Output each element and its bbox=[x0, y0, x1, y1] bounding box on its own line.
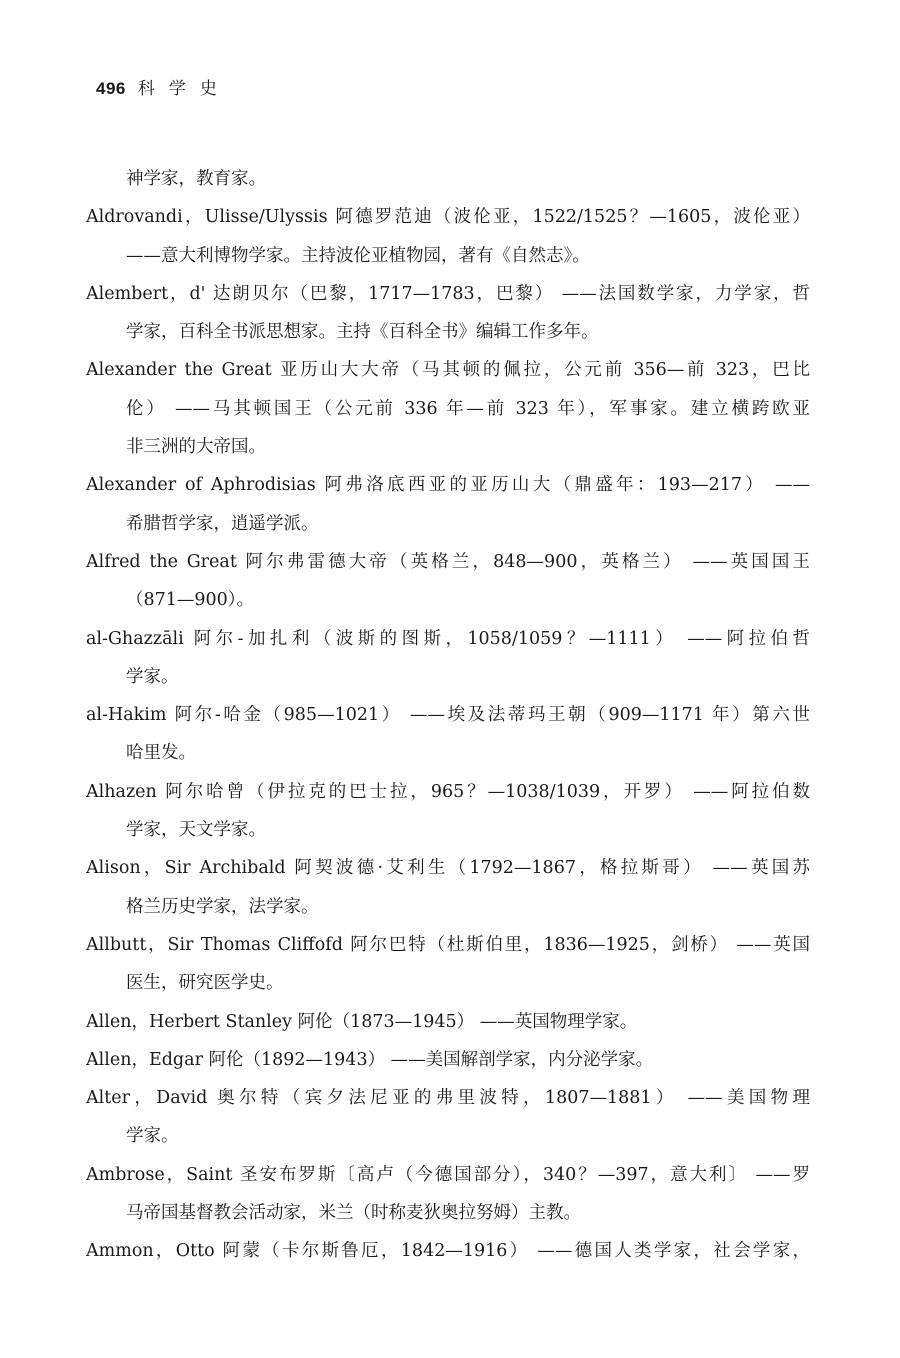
text-line: （871—900）。 bbox=[126, 590, 255, 611]
text-line: 哈里发。 bbox=[126, 743, 196, 764]
text-line: Alter，David 奥尔特（宾夕法尼亚的弗里波特，1807—1881） ——美国物理 bbox=[86, 1088, 810, 1109]
running-title: 科学史 bbox=[137, 79, 231, 99]
text-line: Ambrose，Saint 圣安布罗斯〔高卢（今德国部分），340？—397，意大利〕 ——罗 bbox=[86, 1164, 810, 1185]
text-line: 学家。 bbox=[126, 666, 179, 687]
text-line: Alembert，d' 达朗贝尔（巴黎，1717—1783，巴黎） ——法国数学家，力学家，哲 bbox=[86, 283, 810, 304]
text-line: 学家，百科全书派思想家。主持《百科全书》编辑工作多年。 bbox=[126, 322, 599, 343]
text-line: Alexander of Aphrodisias 阿弗洛底西亚的亚历山大（鼎盛年：193—217） —— bbox=[86, 475, 810, 496]
text-line: Aldrovandi，Ulisse/Ulyssis 阿德罗范迪（波伦亚，1522/1525？—1605，波伦亚） bbox=[86, 207, 810, 228]
text-line: 希腊哲学家，逍遥学派。 bbox=[126, 513, 319, 534]
text-line: 学家。 bbox=[126, 1126, 179, 1147]
text-line: Alhazen 阿尔哈曾（伊拉克的巴士拉，965？—1038/1039，开罗） ——阿拉伯数 bbox=[86, 781, 810, 802]
text-line: Allen，Edgar 阿伦（1892—1943） ——美国解剖学家，内分泌学家。 bbox=[86, 1049, 654, 1070]
text-line: Allbutt，Sir Thomas Cliffofd 阿尔巴特（杜斯伯里，1836—1925，剑桥） ——英国 bbox=[86, 934, 810, 955]
text-line: 神学家，教育家。 bbox=[126, 169, 266, 189]
text-line: ——意大利博物学家。主持波伦亚植物园，著有《自然志》。 bbox=[126, 245, 590, 266]
glossary-entries bbox=[86, 160, 810, 1271]
text-line: 格兰历史学家，法学家。 bbox=[126, 896, 319, 917]
text-line: Allen，Herbert Stanley 阿伦（1873—1945） ——英国物理学家。 bbox=[86, 1011, 638, 1032]
page-number: 496 bbox=[96, 79, 126, 98]
text-line: 马帝国基督教会活动家，米兰（时称麦狄奥拉努姆）主教。 bbox=[126, 1203, 581, 1224]
text-line: Alexander the Great 亚历山大大帝（马其顿的佩拉，公元前 356—前 323，巴比 bbox=[86, 360, 810, 381]
page-header bbox=[96, 74, 231, 102]
text-line: 非三洲的大帝国。 bbox=[126, 437, 266, 458]
text-line: 伦） ——马其顿国王（公元前 336 年—前 323 年），军事家。建立横跨欧亚 bbox=[126, 398, 810, 419]
text-line: Alison，Sir Archibald 阿契波德·艾利生（1792—1867，格拉斯哥） ——英国苏 bbox=[86, 858, 810, 879]
text-line: Alfred the Great 阿尔弗雷德大帝（英格兰，848—900，英格兰） ——英国国王 bbox=[86, 551, 810, 572]
text-line: Ammon，Otto 阿蒙（卡尔斯鲁厄，1842—1916） ——德国人类学家，社会学家， bbox=[86, 1241, 810, 1262]
text-line: 医生，研究医学史。 bbox=[126, 973, 284, 994]
text-line: al-Ghazzāli 阿尔-加扎利（波斯的图斯，1058/1059？—1111） ——阿拉伯哲 bbox=[86, 628, 810, 649]
text-line: 学家，天文学家。 bbox=[126, 820, 266, 841]
text-line: al-Hakim 阿尔-哈金（985—1021） ——埃及法蒂玛王朝（909—1171 年）第六世 bbox=[86, 705, 810, 726]
